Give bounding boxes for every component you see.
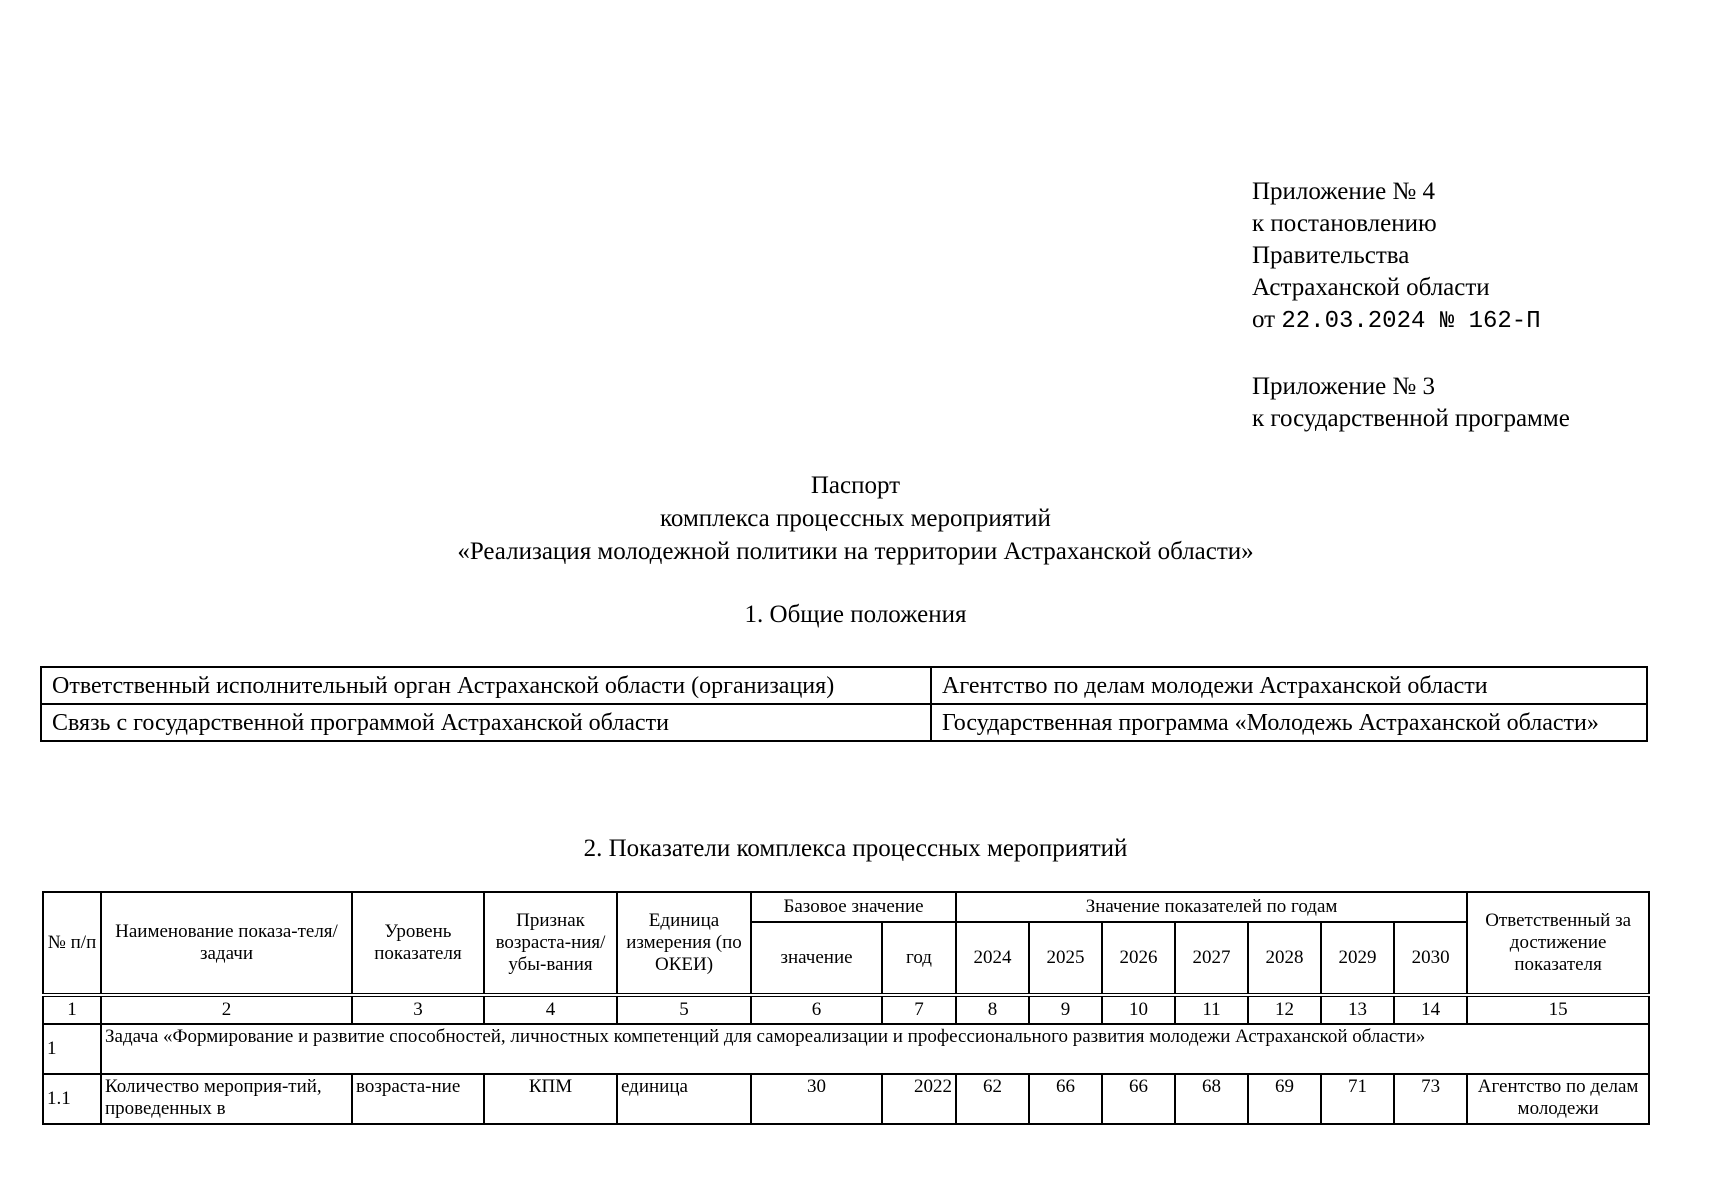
header-trend: Признак возраста-ния/ убы-вания [484, 892, 617, 995]
general-row-label: Ответственный исполнительный орган Астраханской области (организация) [41, 667, 931, 704]
indicator-value: 66 [1102, 1074, 1175, 1124]
column-number: 3 [352, 995, 484, 1024]
indicator-trend: КПМ [484, 1074, 617, 1124]
appendix-3-line2: к государственной программе [1252, 405, 1570, 432]
indicator-base-year: 2022 [882, 1074, 956, 1124]
header-year: 2026 [1102, 922, 1175, 995]
appendix-4-line2: к постановлению [1252, 210, 1437, 237]
task-num: 1 [43, 1024, 101, 1074]
appendix-3-line1: Приложение № 3 [1252, 373, 1436, 400]
header-year: 2030 [1394, 922, 1467, 995]
column-number: 7 [882, 995, 956, 1024]
column-number: 2 [101, 995, 352, 1024]
indicator-value: 73 [1394, 1074, 1467, 1124]
header-base-year: год [882, 922, 956, 995]
general-row-value: Агентство по делам молодежи Астраханской области [931, 667, 1647, 704]
general-row [41, 667, 1647, 704]
indicator-responsible: Агентство по делам молодежи [1467, 1074, 1649, 1124]
column-number: 10 [1102, 995, 1175, 1024]
header-year: 2028 [1248, 922, 1321, 995]
appendix-4-date-line [1252, 304, 1541, 338]
indicator-level: возраста-ние [352, 1074, 484, 1124]
indicator-value: 62 [956, 1074, 1029, 1124]
header-row-1 [43, 892, 1649, 922]
header-year: 2029 [1321, 922, 1394, 995]
column-number: 9 [1029, 995, 1102, 1024]
indicator-value: 68 [1175, 1074, 1248, 1124]
column-number: 6 [751, 995, 882, 1024]
title-line2: комплекса процессных мероприятий [660, 505, 1051, 532]
column-number: 14 [1394, 995, 1467, 1024]
appendix-3-header [1252, 371, 1570, 435]
indicator-base-value: 30 [751, 1074, 882, 1124]
general-row-value: Государственная программа «Молодежь Астраханской области» [931, 704, 1647, 741]
passport-title [0, 469, 1711, 568]
indicator-unit: единица [617, 1074, 751, 1124]
header-responsible: Ответственный за достижение показателя [1467, 892, 1649, 995]
indicator-num: 1.1 [43, 1074, 101, 1124]
indicator-value: 66 [1029, 1074, 1102, 1124]
column-number: 13 [1321, 995, 1394, 1024]
column-number: 1 [43, 995, 101, 1024]
column-number: 11 [1175, 995, 1248, 1024]
general-provisions-table [40, 666, 1648, 742]
appendix-4-header [1252, 176, 1541, 338]
header-year: 2024 [956, 922, 1029, 995]
header-years-group: Значение показателей по годам [956, 892, 1467, 922]
column-number: 5 [617, 995, 751, 1024]
appendix-4-line4: Астраханской области [1252, 274, 1490, 301]
column-number: 12 [1248, 995, 1321, 1024]
general-row-label: Связь с государственной программой Астраханской области [41, 704, 931, 741]
header-name: Наименование показа-теля/задачи [101, 892, 352, 995]
indicator-row [43, 1074, 1649, 1124]
section-1-heading: 1. Общие положения [744, 601, 967, 628]
indicator-name: Количество мероприя-тий, проведенных в [101, 1074, 352, 1124]
date-value: 22.03.2024 № 162-П [1281, 308, 1541, 335]
indicator-value: 71 [1321, 1074, 1394, 1124]
indicators-table [42, 891, 1650, 1125]
appendix-4-line1: Приложение № 4 [1252, 178, 1436, 205]
appendix-4-line3: Правительства [1252, 242, 1410, 269]
header-level: Уровень показателя [352, 892, 484, 995]
column-number: 15 [1467, 995, 1649, 1024]
general-row [41, 704, 1647, 741]
column-numbers-row [43, 995, 1649, 1024]
header-year: 2025 [1029, 922, 1102, 995]
section-2-heading: 2. Показатели комплекса процессных мероприятий [583, 835, 1128, 862]
indicator-value: 69 [1248, 1074, 1321, 1124]
title-line3: «Реализация молодежной политики на территории Астраханской области» [457, 538, 1254, 565]
task-text: Задача «Формирование и развитие способностей, личностных компетенций для самореализации и профессионального развития молодежи Астраханской области» [101, 1024, 1649, 1074]
title-line1: Паспорт [810, 472, 901, 499]
header-year: 2027 [1175, 922, 1248, 995]
column-number: 4 [484, 995, 617, 1024]
column-number: 8 [956, 995, 1029, 1024]
task-row [43, 1024, 1649, 1074]
header-num: № п/п [43, 892, 101, 995]
header-base-value: значение [751, 922, 882, 995]
header-base: Базовое значение [751, 892, 956, 922]
header-unit: Единица измерения (по ОКЕИ) [617, 892, 751, 995]
date-prefix: от [1252, 306, 1276, 333]
